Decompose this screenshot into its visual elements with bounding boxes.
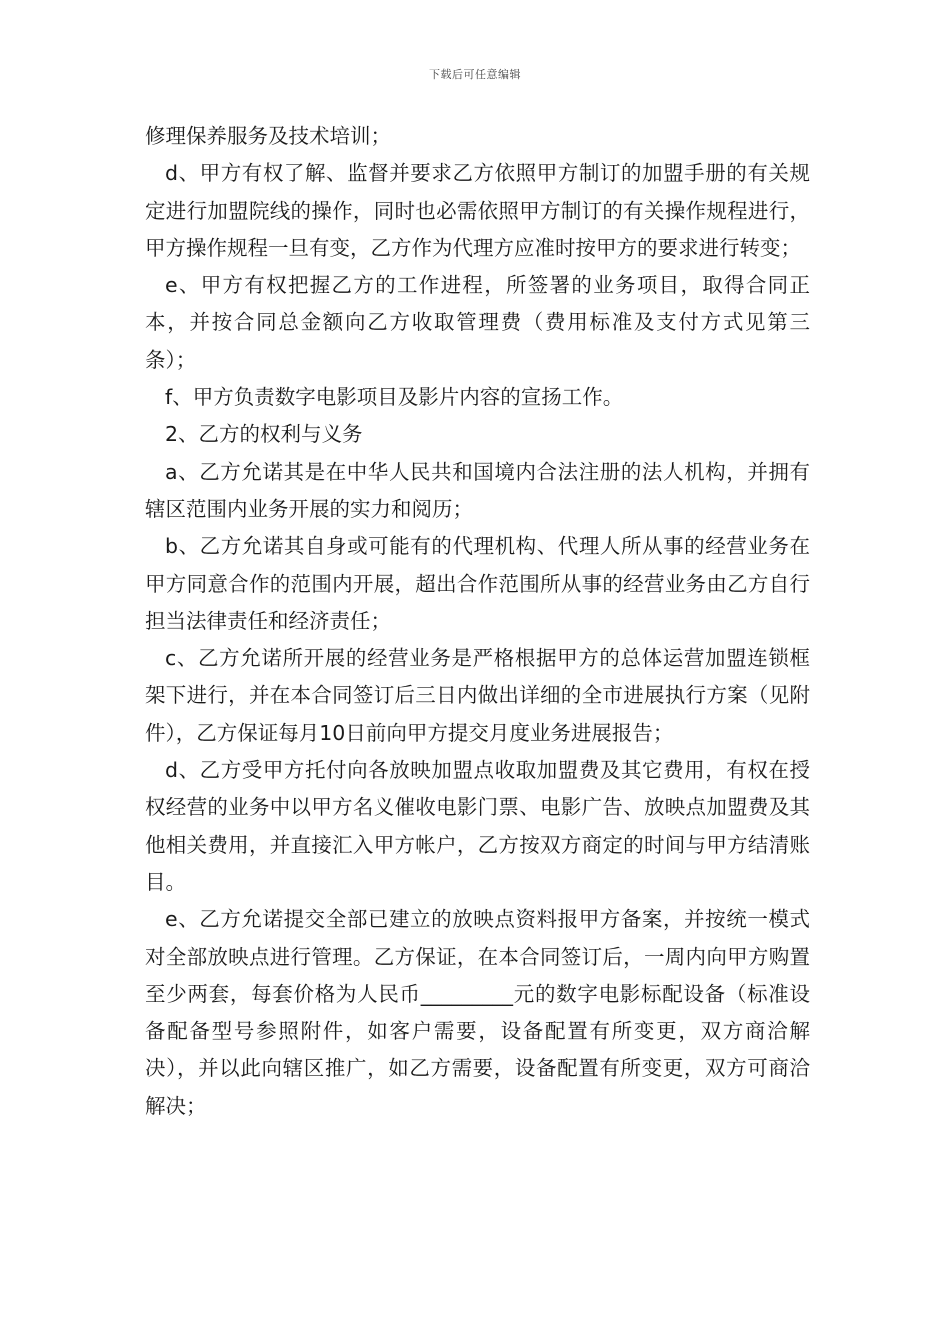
paragraph: a、乙方允诺其是在中华人民共和国境内合法注册的法人机构，并拥有辖区范围内业务开展的实力和阅历；	[145, 459, 810, 521]
paragraph: c、乙方允诺所开展的经营业务是严格根据甲方的总体运营加盟连锁框架下进行，并在本合同签订后三日内做出详细的全市进展执行方案（见附件），乙方保证每月10日前向甲方提交月度业务进展报告；	[145, 646, 810, 745]
document-body	[145, 118, 810, 1125]
paragraph: d、甲方有权了解、监督并要求乙方依照甲方制订的加盟手册的有关规定进行加盟院线的操作，同时也必需依照甲方制订的有关操作规程进行，甲方操作规程一旦有变，乙方作为代理方应准时按甲方的要求进行转变；	[145, 161, 810, 260]
paragraph: e、甲方有权把握乙方的工作进程，所签署的业务项目，取得合同正本，并按合同总金额向乙方收取管理费（费用标准及支付方式见第三条）；	[145, 273, 810, 372]
paragraph: f、甲方负责数字电影项目及影片内容的宣扬工作。	[165, 385, 624, 410]
paragraph: d、乙方受甲方托付向各放映加盟点收取加盟费及其它费用，有权在授权经营的业务中以甲方名义催收电影门票、电影广告、放映点加盟费及其他相关费用，并直接汇入甲方帐户，乙方按双方商定的时间与甲方结清账目。	[145, 758, 810, 894]
page-header-note: 下载后可任意编辑	[429, 68, 521, 81]
section-heading: 2、乙方的权利与义务	[165, 422, 363, 447]
paragraph: b、乙方允诺其自身或可能有的代理机构、代理人所从事的经营业务在甲方同意合作的范围内开展，超出合作范围所从事的经营业务由乙方自行担当法律责任和经济责任；	[145, 534, 810, 633]
paragraph: e、乙方允诺提交全部已建立的放映点资料报甲方备案，并按统一模式对全部放映点进行管理。乙方保证，在本合同签订后，一周内向甲方购置至少两套，每套价格为人民币_________元的数字电影标配设备（标准设备配备型号参照附件，如客户需要，设备配置有所变更，双方商洽解决），并以此向辖区推广，如乙方需要，设备配置有所变更，双方可商洽解决；	[145, 907, 810, 1118]
paragraph: 修理保养服务及技术培训；	[145, 124, 391, 148]
